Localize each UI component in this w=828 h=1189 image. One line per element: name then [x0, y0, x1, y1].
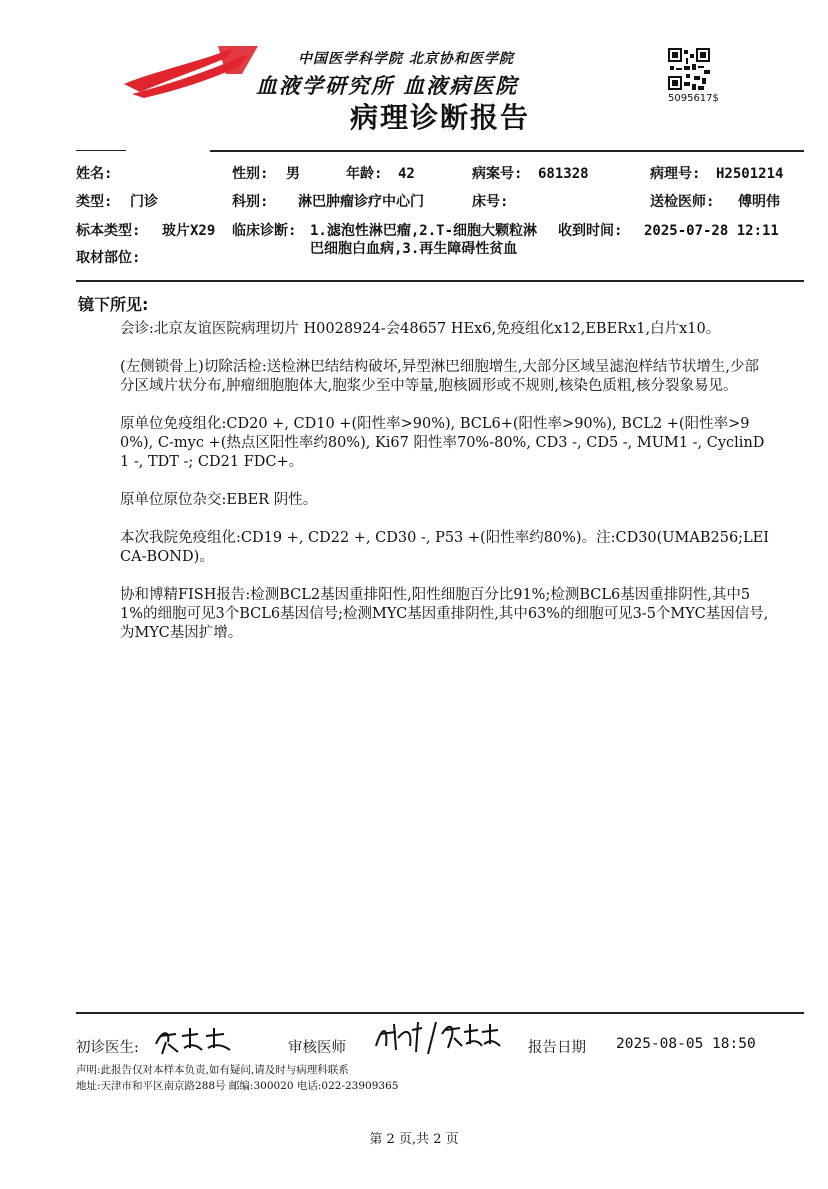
received-value: 2025-07-28 12:11	[644, 223, 779, 239]
site-label: 取材部位:	[76, 250, 141, 266]
findings-paragraph: 会诊:北京友谊医院病理切片 H0028924-会48657 HEx6,免疫组化x12,EBERx1,白片x10。	[120, 321, 721, 337]
initial-doctor-signature	[150, 1022, 236, 1058]
findings-body	[120, 320, 770, 662]
qr-code-icon	[668, 48, 710, 90]
received-label: 收到时间:	[558, 223, 623, 239]
institution-name-line2: 血液学研究所 血液病医院	[256, 74, 519, 98]
doctor-value: 傅明伟	[738, 194, 780, 210]
divider	[76, 280, 804, 282]
initial-doctor-label: 初诊医生:	[76, 1040, 139, 1056]
type-label: 类型:	[76, 194, 113, 210]
case-no-value: 681328	[538, 166, 589, 182]
page-number: 第 2 页,共 2 页	[369, 1132, 459, 1147]
findings-paragraph: (左侧锁骨上)切除活检:送检淋巴结结构破坏,异型淋巴细胞增生,大部分区域呈滤泡样结节状增生,少部分区域片状分布,肿瘤细胞胞体大,胞浆少至中等量,胞核圆形或不规则,核染色质粗,核分裂象易见。	[120, 359, 760, 394]
review-doctor-label: 审核医师	[288, 1040, 346, 1056]
name-label: 姓名:	[76, 166, 113, 182]
specimen-value: 玻片X29	[162, 223, 216, 239]
gender-value: 男	[286, 166, 300, 182]
review-doctor-signature	[372, 1016, 502, 1058]
dept-label: 科别:	[232, 194, 269, 210]
findings-paragraph: 本次我院免疫组化:CD19 +, CD22 +, CD30 -, P53 +(阳性率约80%)。注:CD30(UMAB256;LEICA-BOND)。	[120, 530, 769, 565]
report-date-label: 报告日期	[528, 1040, 586, 1056]
gender-label: 性别:	[232, 166, 269, 182]
institution-name-line1: 中国医学科学院 北京协和医学院	[298, 51, 514, 67]
bed-label: 床号:	[472, 194, 509, 210]
clinical-dx-value: 1.滤泡性淋巴瘤,2.T-细胞大颗粒淋巴细胞白血病,3.再生障碍性贫血	[310, 223, 538, 257]
barcode-number: 5095617$	[668, 93, 719, 104]
report-date-value: 2025-08-05 18:50	[616, 1036, 756, 1052]
findings-paragraph: 原单位原位杂交:EBER 阴性。	[120, 492, 318, 508]
dept-value: 淋巴肿瘤诊疗中心门	[298, 194, 424, 210]
pathology-no-value: H2501214	[716, 166, 784, 182]
doctor-label: 送检医师:	[650, 194, 715, 210]
divider	[76, 1012, 804, 1014]
specimen-label: 标本类型:	[76, 223, 141, 239]
divider	[210, 150, 804, 152]
findings-heading: 镜下所见:	[78, 295, 149, 314]
pathology-no-label: 病理号:	[650, 166, 701, 182]
type-value: 门诊	[130, 194, 158, 210]
clinical-dx-label: 临床诊断:	[232, 223, 297, 239]
age-value: 42	[398, 166, 415, 182]
statement: 声明:此报告仅对本样本负责,如有疑问,请及时与病理科联系	[76, 1064, 349, 1076]
report-title: 病理诊断报告	[350, 101, 531, 134]
hospital-logo	[122, 44, 262, 100]
age-label: 年龄:	[346, 166, 383, 182]
divider	[76, 150, 126, 151]
findings-paragraph: 协和博精FISH报告:检测BCL2基因重排阳性,阳性细胞百分比91%;检测BCL6基因重排阴性,其中51%的细胞可见3个BCL6基因信号;检测MYC基因重排阴性,其中63%的细胞可见3-5个MYC基因信号,为MYC基因扩增。	[120, 587, 769, 641]
findings-paragraph: 原单位免疫组化:CD20 +, CD10 +(阳性率>90%), BCL6+(阳性率>90%), BCL2 +(阳性率>90%), C-myc +(热点区阳性率约80%), Ki67 阳性率70%-80%, CD3 -, CD5 -, MUM1 -, CyclinD1 -, TDT -; CD21 FDC+。	[120, 416, 765, 470]
case-no-label: 病案号:	[472, 166, 523, 182]
address: 地址:天津市和平区南京路288号 邮编:300020 电话:022-23909365	[76, 1080, 399, 1092]
